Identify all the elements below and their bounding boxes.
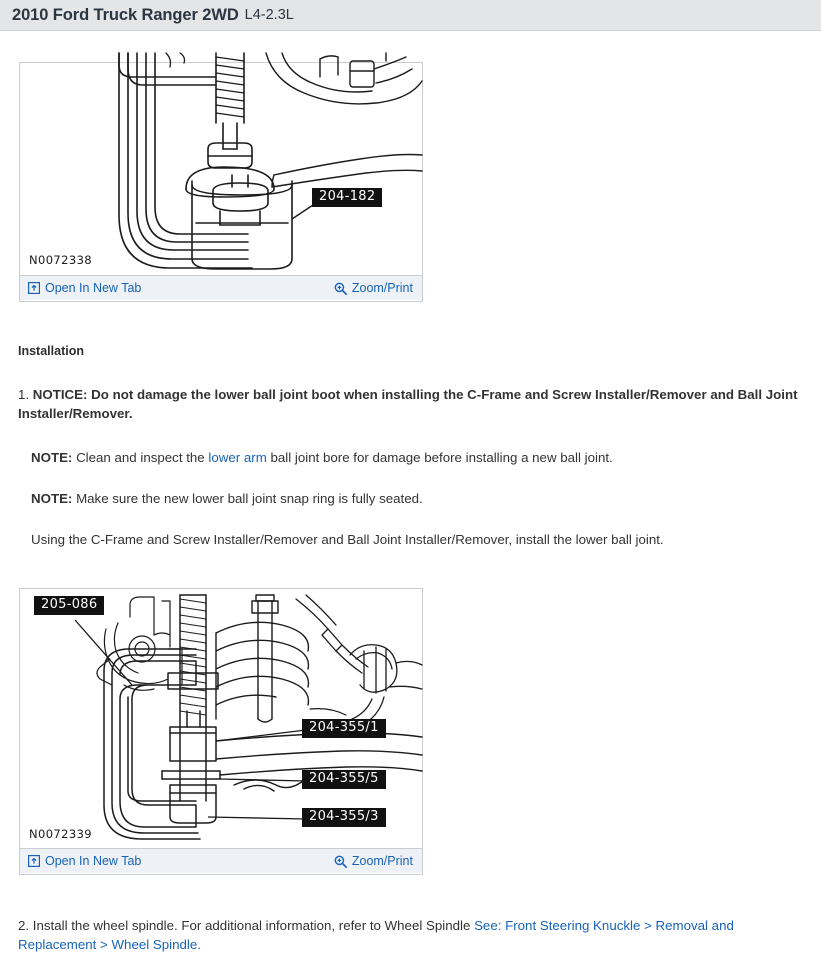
step-2-text: Install the wheel spindle. For additional information, refer to Wheel Spindle [32, 918, 471, 933]
figure-panel-2 [19, 588, 423, 875]
figure-2-image-id: N0072339 [29, 827, 93, 841]
vehicle-engine: L4-2.3L [244, 7, 294, 23]
vehicle-title: 2010 Ford Truck Ranger 2WD [12, 5, 239, 24]
tool-tag-204-355-5: 204-355/5 [302, 770, 386, 789]
note-1-text-before: Clean and inspect the [76, 450, 205, 465]
figure-1-image[interactable] [20, 63, 422, 275]
open-in-new-tab-icon [28, 282, 40, 294]
section-heading-label: Installation [18, 344, 84, 358]
note-1 [31, 448, 801, 467]
step-1-body-text [31, 530, 801, 549]
figure-2-image[interactable] [20, 589, 422, 848]
open-in-new-tab-icon [28, 855, 40, 867]
step-1 [18, 385, 798, 424]
figure-2-toolbar [20, 848, 422, 873]
tool-tag-205-086: 205-086 [34, 596, 104, 615]
tool-tag-204-182: 204-182 [312, 188, 382, 207]
note-1-label: NOTE: [31, 450, 73, 465]
zoom-print-button-2[interactable] [334, 854, 413, 868]
zoom-print-label: Zoom/Print [351, 854, 413, 868]
note-2-text: Make sure the new lower ball joint snap ring is fully seated. [76, 491, 423, 506]
zoom-print-label: Zoom/Print [351, 281, 413, 295]
open-in-new-tab-button-1[interactable] [28, 281, 141, 295]
figure-1-image-id: N0072338 [29, 253, 93, 267]
open-in-new-tab-label: Open In New Tab [45, 281, 142, 295]
tool-tag-204-355-1: 204-355/1 [302, 719, 386, 738]
step-1-number: 1. [18, 387, 30, 402]
installation-heading [18, 344, 808, 358]
notice-label: NOTICE: [32, 387, 88, 402]
figure-1-toolbar [20, 275, 422, 300]
notice-text: Do not damage the lower ball joint boot when installing the C-Frame and Screw Installer/Remover and Ball Joint Installer/Remover. [18, 387, 798, 422]
zoom-print-button-1[interactable] [334, 281, 413, 295]
figure-panel-1 [19, 62, 423, 302]
figure-1-leader-lines [20, 63, 422, 275]
lower-arm-link[interactable]: lower arm [208, 450, 267, 465]
open-in-new-tab-button-2[interactable] [28, 854, 141, 868]
note-2 [31, 489, 801, 508]
note-1-text-after: ball joint bore for damage before installing a new ball joint. [270, 450, 613, 465]
open-in-new-tab-label: Open In New Tab [45, 854, 142, 868]
magnifier-plus-icon [334, 855, 347, 868]
wheel-spindle-link[interactable]: See: Front Steering Knuckle > Removal and Replacement > Wheel Spindle. [18, 918, 734, 953]
tool-tag-204-355-3: 204-355/3 [302, 808, 386, 827]
step-2-number: 2. [18, 918, 30, 933]
step-1-body-label: Using the C-Frame and Screw Installer/Remover and Ball Joint Installer/Remover, install the lower ball joint. [31, 532, 664, 547]
magnifier-plus-icon [334, 282, 347, 295]
note-2-label: NOTE: [31, 491, 73, 506]
vehicle-header-bar [0, 0, 821, 31]
step-2 [18, 916, 806, 955]
